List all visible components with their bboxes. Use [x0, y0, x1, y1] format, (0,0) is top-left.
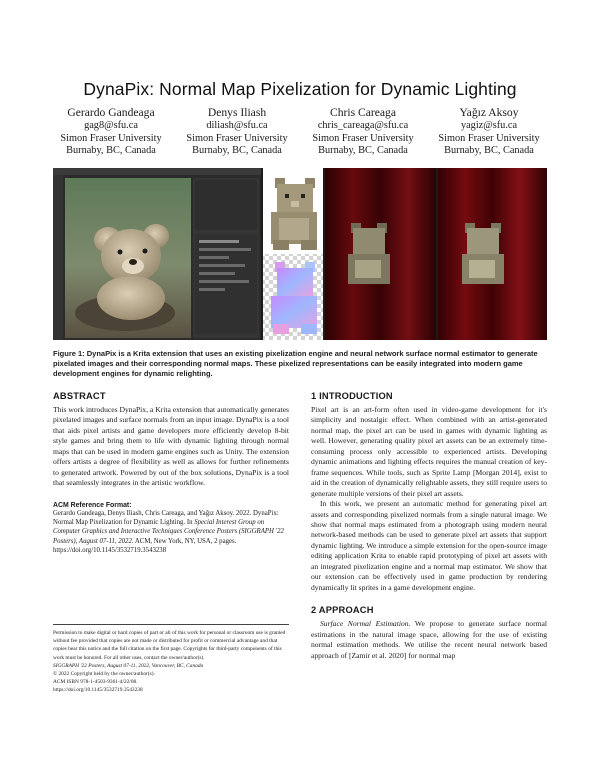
- author-location: Burnaby, BC, Canada: [192, 145, 282, 157]
- approach-paragraph-1: Surface Normal Estimation. We propose to generate surface normal estimations in the natural image space, allowing for the use of existing normal estimation methods. We utilise the recent neural network based approach of [Zamir et al. 2020] for normal map: [311, 619, 547, 660]
- abstract-heading: ABSTRACT: [53, 391, 106, 401]
- author-email: chris_careaga@sfu.ca: [317, 120, 409, 131]
- left-column: [53, 391, 289, 556]
- permission-doi: https://doi.org/10.1145/3532719.3543238: [53, 687, 143, 694]
- author-name: Gerardo Gandeaga: [67, 106, 155, 119]
- author-location: Burnaby, BC, Canada: [318, 145, 408, 157]
- figure-caption: Figure 1: DynaPix is a Krita extension that uses an existing pixelization engine and neural network surface normal estimator to generate pixelated images and their corresponding normal maps. These pixelized representations can be easily integrated into modern game development engines for dynamic relighting.: [53, 349, 538, 379]
- permission-isbn: ACM ISBN 978-1-4503-9361-4/22/08.: [53, 679, 138, 686]
- pixelated-teddy-bear: [263, 168, 323, 254]
- author-location: Burnaby, BC, Canada: [444, 145, 534, 157]
- author-name: Chris Careaga: [330, 106, 396, 119]
- author-affiliation: Simon Fraser University: [60, 132, 162, 144]
- permission-block: [53, 624, 289, 695]
- author-location: Burnaby, BC, Canada: [66, 145, 156, 157]
- acm-reference-body: [53, 509, 289, 556]
- approach-subheading: Surface Normal Estimation.: [320, 619, 411, 629]
- author-2: [174, 106, 300, 158]
- intro-paragraph-1: Pixel art is an art-form often used in video-game development for it's simplicity and nostalgic effect. When combined with an artist-generated normal map, the pixel art can be used in games with dynamic lighting as well. However, generating quality pixel art assets can be an extremely time-consuming process only accessible to experienced artists. Developing dynamic animations and lighting effects requires the manual creation of key-frame sequences. While tools, such as Sprite Lamp [Morgan 2014], exist to aid in the creation of dynamically relightable assets, they still require users to generate multiple versions of their pixel art assets.: [311, 405, 547, 498]
- permission-text: Permission to make digital or hard copies of part or all of this work for personal or classroom use is granted without fee provided that copies are not made or distributed for profit or commercial advantage and that copies bear this notice and the full citation on the first page. Copyrights for third-party components of this work must be honored. For all other uses, contact the owner/author(s).: [53, 630, 286, 661]
- relit-scene-2: [438, 168, 547, 340]
- author-affiliation: Simon Fraser University: [438, 132, 540, 144]
- acm-reference-heading: ACM Reference Format:: [53, 501, 132, 509]
- approach-heading: 2 APPROACH: [311, 605, 374, 616]
- permission-copyright: © 2022 Copyright held by the owner/author(s).: [53, 671, 155, 678]
- right-column: [311, 391, 547, 661]
- permission-venue: SIGGRAPH '22 Posters, August 07-11, 2022, Vancouver, BC, Canada: [53, 662, 204, 669]
- teaser-figure: [53, 168, 547, 340]
- author-3: [300, 106, 426, 158]
- author-affiliation: Simon Fraser University: [186, 132, 288, 144]
- acm-reference-authors: Gerardo Gandeaga, Denys Iliash, Chris Careaga, and Yağız Aksoy. 2022. DynaPix: Normal Map Pixelization for Dynamic Lighting. In: [53, 509, 279, 527]
- author-affiliation: Simon Fraser University: [312, 132, 414, 144]
- acm-reference-doi: . ACM, New York, NY, USA, 2 pages. https://doi.org/10.1145/3532719.3543238: [53, 537, 237, 555]
- author-4: [426, 106, 552, 158]
- author-name: Denys Iliash: [207, 106, 267, 119]
- acm-reference-venue: Special Interest Group on Computer Graphics and Interactive Techniques Conference Posters (SIGGRAPH '22 Posters), August 07-11, 2022: [53, 519, 284, 545]
- krita-screenshot: [53, 168, 261, 340]
- paper-title: DynaPix: Normal Map Pixelization for Dynamic Lighting: [83, 79, 517, 99]
- author-email: diliash@sfu.ca: [206, 120, 268, 131]
- relit-scene-1: [325, 168, 436, 340]
- author-email: gag8@sfu.ca: [84, 120, 138, 131]
- author-name: Yağız Aksoy: [459, 106, 519, 119]
- author-email: yagiz@sfu.ca: [460, 120, 518, 131]
- author-1: [48, 106, 174, 158]
- normal-map: [263, 254, 323, 340]
- intro-paragraph-2: In this work, we present an automatic method for generating pixel art assets and corresponding pixelized normals from a single natural image. We show that normal maps estimated from a photograph using modern neural network-based methods can be used to generate pixel art assets that support dynamic lighting. We introduce a simple extension for the open-source image editing application Krita to enable rapid prototyping of pixel art assets with an integrated pixelization engine and a normal map estimator. We show that our extension can be effectively used in game production by rendering dynamically lit sprites in a game development engine.: [311, 499, 547, 592]
- intro-heading: 1 INTRODUCTION: [311, 391, 393, 401]
- abstract-text: This work introduces DynaPix, a Krita extension that automatically generates pixelated images and surface normals from an input image. DynaPix is a tool that aids pixel artists and game developers more efficiently develop 8-bit style games and bring them to life with dynamic lighting through normal maps that can be used in modern game engines such as Unity. The extension offers artists a degree of flexibility as well as allows for further refinements to generated artwork. Powered by out of the box solutions, DynaPix is a tool that seamlessly integrates in the artistic workflow.: [53, 405, 289, 488]
- author-block: [48, 106, 552, 158]
